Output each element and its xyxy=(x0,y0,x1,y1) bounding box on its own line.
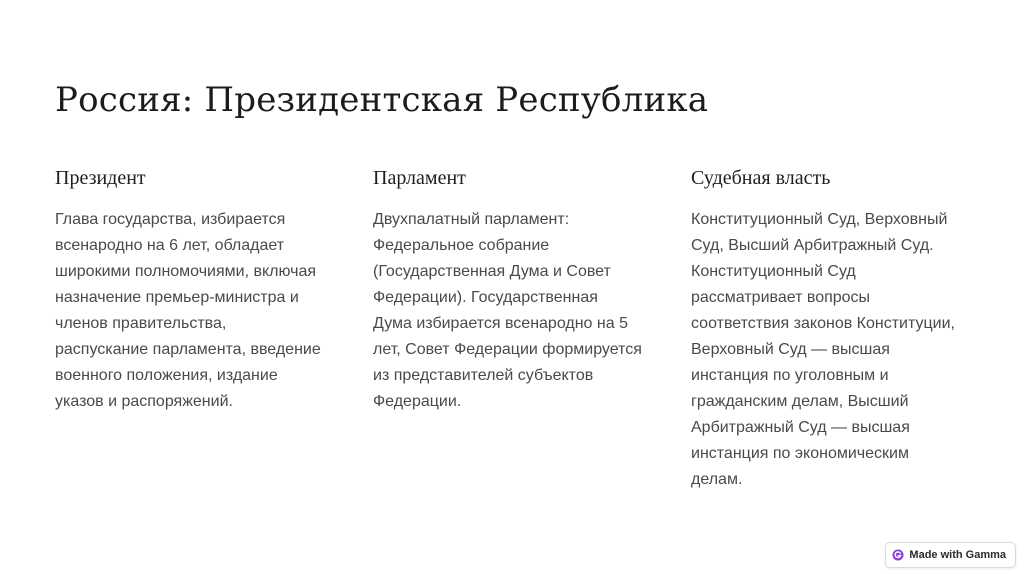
column-heading: Президент xyxy=(55,167,146,189)
column-text: Конституционный Суд, Верховный Суд, Высший Арбитражный Суд. Конституционный Суд рассматривает вопросы соответствия законов Конституции, Верховный Суд — высшая инстанция по уголовным и гражданским делам, Высший Арбитражный Суд — высшая инстанция по экономическим делам. xyxy=(691,211,955,488)
slide-title: Россия: Президентская Республика xyxy=(55,80,709,120)
column-heading: Судебная власть xyxy=(691,167,831,189)
column-text: Двухпалатный парламент: Федеральное собрание (Государственная Дума и Совет Федерации). Государственная Дума избирается всенародно на 5 лет, Совет Федерации формируется из представителей субъектов Федерации. xyxy=(373,211,642,410)
column-judiciary xyxy=(691,164,983,493)
column-text: Глава государства, избирается всенародно на 6 лет, обладает широкими полномочиями, включая назначение премьер-министра и членов правительства, распускание парламента, введение военного положения, издание указов и распоряжений. xyxy=(55,211,321,410)
column-parliament xyxy=(373,164,665,415)
badge-label: Made with Gamma xyxy=(909,549,1006,561)
column-heading: Парламент xyxy=(373,167,466,189)
column-president xyxy=(55,164,345,415)
made-with-gamma-badge[interactable] xyxy=(885,542,1016,568)
gamma-logo-icon xyxy=(892,549,904,561)
